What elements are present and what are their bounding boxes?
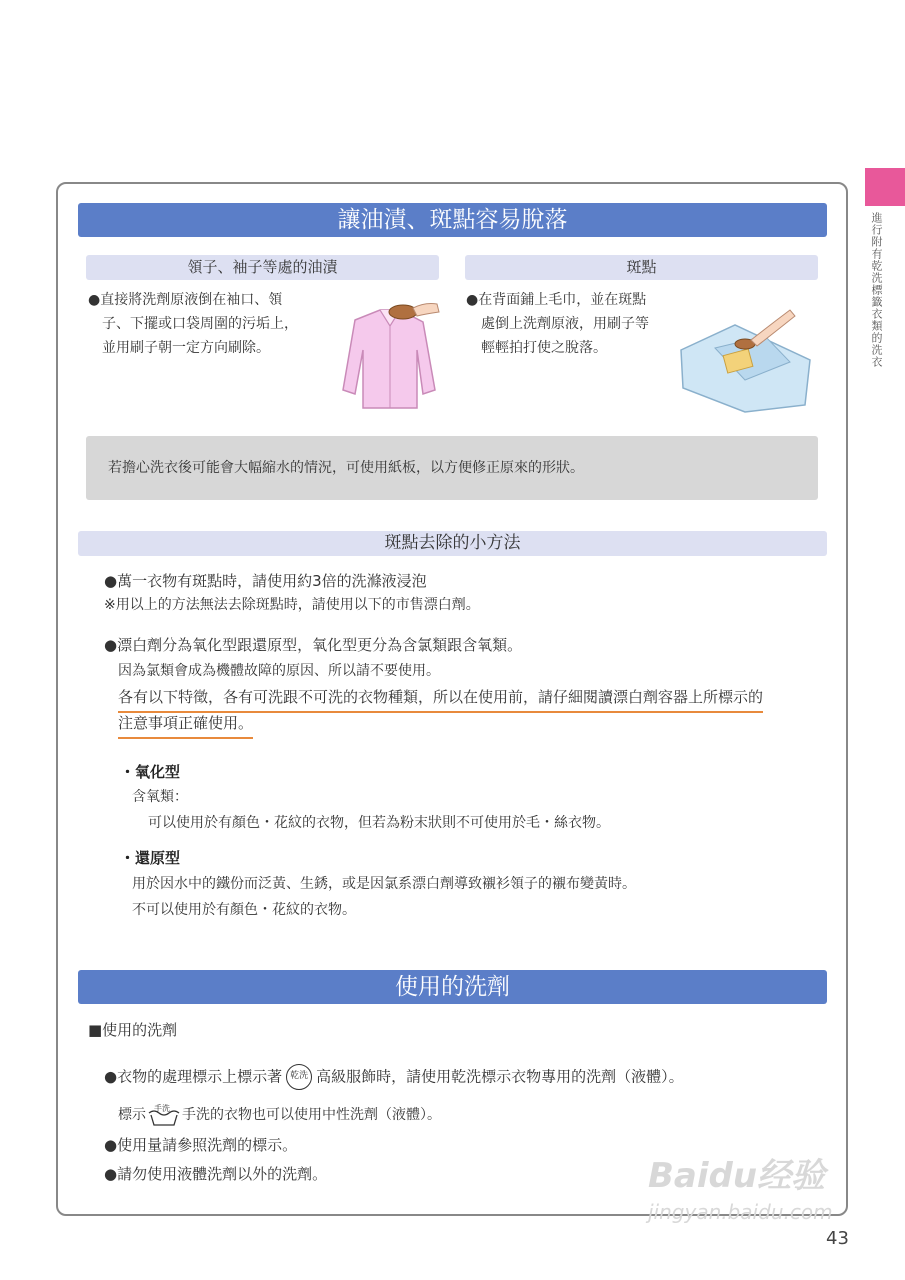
dryclean-line-text-b: 高級服飾時，請使用乾洗標示衣物專用的洗劑（液體）。 bbox=[316, 1067, 684, 1086]
dryclean-line bbox=[104, 1064, 684, 1090]
dryclean-icon: 乾洗 bbox=[286, 1064, 312, 1090]
baidu-watermark-url: jingyan.baidu.com bbox=[648, 1200, 833, 1224]
subheader-spots: 斑點 bbox=[465, 255, 818, 280]
amount-line: ●使用量請參照洗劑的標示。 bbox=[104, 1136, 298, 1154]
oxidizing-title: ・氧化型 bbox=[120, 763, 181, 781]
spot-text-1: ●在背面鋪上毛巾，並在斑點 bbox=[466, 292, 647, 308]
cardboard-note: 若擔心洗衣後可能會大幅縮水的情況，可使用紙板，以方便修正原來的形狀。 bbox=[86, 436, 818, 500]
dryclean-line-text-a: ●衣物的處理標示上標示著 bbox=[104, 1067, 283, 1086]
side-chapter-label: 進行附有乾洗標籤衣類的洗衣 bbox=[870, 212, 883, 368]
tips-header: 斑點去除的小方法 bbox=[78, 531, 827, 556]
page-number: 43 bbox=[826, 1228, 849, 1249]
subheader-collar-oil: 領子、袖子等處的油漬 bbox=[86, 255, 439, 280]
tip-read-label-wrapper bbox=[118, 685, 763, 713]
tip-note: ※用以上的方法無法去除斑點時，請使用以下的市售漂白劑。 bbox=[104, 597, 480, 613]
collar-text-1: ●直接將洗劑原液倒在袖口、領 bbox=[88, 292, 283, 308]
tip-bleach-types: ●漂白劑分為氧化型跟還原型，氧化型更分為含氯類跟含氧類。 bbox=[104, 636, 523, 654]
spot-text-3: 輕輕拍打使之脫落。 bbox=[481, 340, 607, 356]
liquid-only-line: ●請勿使用液體洗劑以外的洗劑。 bbox=[104, 1165, 328, 1183]
tip-read-label-2: 注意事項正確使用。 bbox=[118, 711, 253, 739]
oxygen-subtitle: 含氧類： bbox=[132, 789, 188, 805]
tip-soak: ●萬一衣物有斑點時，請使用約3倍的洗滌液浸泡 bbox=[104, 572, 427, 590]
reducing-title: ・還原型 bbox=[120, 849, 181, 867]
handwash-line-text-a: 標示 bbox=[118, 1107, 146, 1123]
oxygen-desc: 可以使用於有顏色・花紋的衣物，但若為粉末狀則不可使用於毛・絲衣物。 bbox=[148, 815, 610, 831]
tip-read-label-wrapper-2 bbox=[118, 711, 253, 739]
baidu-watermark: Baidu经验 bbox=[648, 1156, 826, 1196]
pink-shirt-brush-illustration bbox=[325, 290, 445, 415]
handwash-line bbox=[118, 1103, 441, 1127]
blue-shirt-towel-illustration bbox=[675, 300, 820, 415]
detergent-subheader: ■使用的洗劑 bbox=[88, 1021, 178, 1039]
reducing-desc-1: 用於因水中的鐵份而泛黃、生銹，或是因氯系漂白劑導致襯衫領子的襯布變黃時。 bbox=[132, 876, 636, 892]
collar-text-3: 並用刷子朝一定方向刷除。 bbox=[102, 340, 270, 356]
collar-text-2: 子、下擺或口袋周圍的污垢上， bbox=[102, 316, 298, 332]
handwash-icon-label: 手洗 bbox=[154, 1104, 170, 1113]
section-tab bbox=[865, 168, 905, 206]
tip-read-label-1: 各有以下特徵，各有可洗跟不可洗的衣物種類，所以在使用前，請仔細閱讀漂白劑容器上所標示的 bbox=[118, 685, 763, 713]
handwash-line-text-b: 手洗的衣物也可以使用中性洗劑（液體）。 bbox=[182, 1107, 441, 1123]
reducing-desc-2: 不可以使用於有顏色・花紋的衣物。 bbox=[132, 902, 356, 918]
spot-text-2: 處倒上洗劑原液，用刷子等 bbox=[481, 316, 649, 332]
handwash-icon bbox=[146, 1103, 182, 1127]
section-title-detergent: 使用的洗劑 bbox=[78, 970, 827, 1004]
section-title-stains: 讓油漬、斑點容易脫落 bbox=[78, 203, 827, 237]
tip-chlorine-warning: 因為氯類會成為機體故障的原因、所以請不要使用。 bbox=[118, 663, 440, 679]
